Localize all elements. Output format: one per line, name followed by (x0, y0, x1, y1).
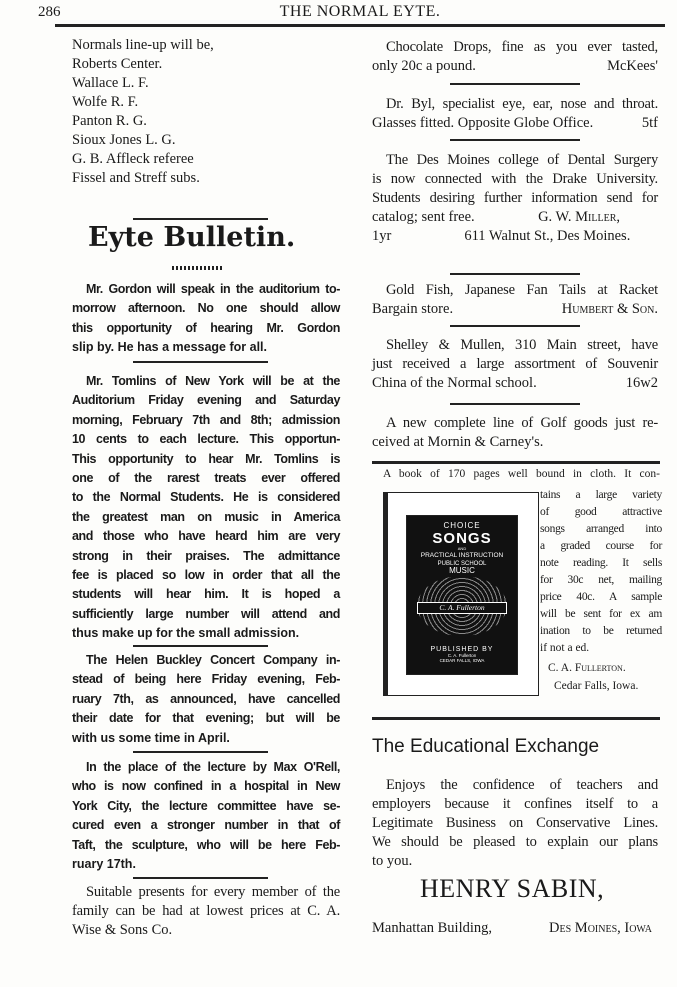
text-line: Enjoys the confidence of teachers and (386, 777, 658, 793)
text-line: note reading. It sells (540, 557, 662, 569)
divider (372, 717, 660, 720)
sabin-address (372, 920, 652, 937)
cover-text: MUSIC (449, 566, 475, 576)
text-line: G. B. Affleck referee (72, 151, 194, 167)
text-line: with us some time in April. (72, 730, 230, 745)
text-line: ceived at Mornin & Carney's. (372, 434, 544, 450)
text-line: ination to be returned (540, 625, 662, 637)
dental-college-ad (372, 151, 658, 246)
text-line: Suitable presents for every member of the (86, 884, 340, 900)
text-line: Legitimate Business on Conservative Lines. (372, 815, 658, 831)
text-line: if not a ed. (540, 642, 590, 654)
text-line (372, 300, 658, 319)
text-line: Normals line-up will be, (72, 37, 214, 53)
text-line: Chocolate Drops, fine as you ever tasted, (386, 39, 658, 55)
text-line (372, 57, 658, 76)
text-line: The Helen Buckley Concert Company in- (86, 653, 340, 667)
text-line: family can be had at lowest prices at C. A. (72, 903, 340, 919)
text-line: their date for that evening; but will be (72, 711, 340, 726)
bulletin-heading: Eyte Bulletin. (88, 222, 296, 253)
text-line: students will hear him. It is hoped a (72, 587, 340, 602)
address-city: Des Moines, Iowa (549, 920, 652, 936)
educational-exchange-heading: The Educational Exchange (372, 736, 600, 757)
dental-text (372, 151, 658, 208)
cover-text: PUBLISHED BY (430, 646, 494, 654)
text-line: catalog; sent free. (372, 209, 475, 225)
text-line: will be sent for ex am (540, 608, 662, 620)
text-line: the greatest man on music in America (72, 509, 340, 524)
ad-signature (548, 662, 626, 674)
text-line: Fissel and Streff subs. (72, 170, 200, 186)
address-building: Manhattan Building, (372, 920, 493, 936)
text-line: stead of being here Friday evening, Feb- (72, 672, 340, 687)
divider (133, 218, 268, 220)
text-line: price 40c. A sample (540, 591, 662, 603)
text-line (372, 208, 658, 227)
text-line: Students desiring further information send for (372, 190, 658, 206)
text-line: 611 Walnut St., Des Moines. (464, 228, 631, 244)
text-line: ruary 7th, as announced, have cancelled (72, 691, 340, 706)
divider (133, 751, 268, 753)
cover-text: PRACTICAL INSTRUCTION (420, 551, 504, 559)
presents-ad (72, 883, 340, 940)
cover-text: PUBLIC SCHOOL (437, 560, 487, 567)
cover-text: AND (457, 546, 467, 552)
text-line: Panton R. G. (72, 113, 147, 129)
ornament-divider (172, 266, 222, 270)
text-line: We should be pleased to explain our plans (372, 834, 658, 850)
text-line: G. W. Miller, (538, 209, 620, 225)
text-line: Auditorium Friday evening and Saturday (72, 393, 340, 408)
text-line: Dr. Byl, specialist eye, ear, nose and throat. (386, 96, 658, 112)
golf-ad (372, 414, 658, 452)
masthead-title: THE NORMAL EYTE. (279, 3, 441, 20)
divider (450, 325, 580, 327)
text-line: Roberts Center. (72, 56, 163, 72)
page-number: 286 (38, 4, 61, 20)
text-line: The Des Moines college of Dental Surgery (386, 152, 658, 168)
text-line: A new complete line of Golf goods just re- (386, 415, 658, 431)
text-line: one of the rarest treats ever offered (72, 471, 340, 486)
text-line: 5tf (641, 115, 658, 131)
text-line: 10 cents to each lecture. This opportun- (72, 432, 340, 447)
text-line: Humbert & Son. (561, 301, 658, 317)
text-line (372, 374, 658, 393)
text-line (372, 227, 658, 246)
buckley-notice (72, 651, 340, 748)
text-line: Wise & Sons Co. (72, 922, 173, 938)
exchange-ad-text (372, 776, 658, 871)
divider (450, 403, 580, 405)
text-line: of good attractive (540, 506, 662, 518)
text-line: to you. (372, 853, 413, 869)
gold-fish-ad (372, 281, 658, 319)
divider (372, 461, 660, 464)
text-line: who is now confined in a hospital in New (72, 779, 340, 794)
text-line: Bargain store. (372, 301, 454, 317)
cover-text: C. A. Fullerton (447, 653, 477, 659)
text-line: Mr. Tomlins of New York will be at the (86, 374, 340, 388)
text-line: only 20c a pound. (372, 58, 476, 74)
book-ad-text (540, 487, 662, 657)
cover-text: SONGS (432, 529, 492, 547)
tomlins-notice (72, 372, 340, 644)
text-line: 1yr (372, 228, 392, 244)
text-line: In the place of the lecture by Max O'Rell, (86, 760, 340, 774)
text-line: this opportunity of hearing Mr. Gordon (72, 320, 340, 335)
text-line: Wolfe R. F. (72, 94, 139, 110)
text-line: songs arranged into (540, 523, 662, 535)
text-line: for 30c net, mailing (540, 574, 662, 586)
chocolate-ad (372, 38, 658, 76)
cover-text: C. A. Fullerton (417, 602, 507, 614)
divider (133, 361, 268, 363)
divider (450, 83, 580, 85)
lineup-list (72, 36, 272, 188)
text-line: China of the Normal school. (372, 375, 537, 391)
text-line: and those who have heard him are very (72, 529, 340, 544)
header-rule (55, 24, 665, 27)
text-line: fee is placed so low in order that all the (72, 568, 340, 583)
signature-name: C. A. Fullerton. (548, 662, 626, 674)
text-line: This opportunity to hear Mr. Tomlins is (72, 451, 340, 466)
text-line: thus make up for the small admission. (72, 626, 300, 641)
text-line: ruary 17th. (72, 857, 136, 872)
orell-notice (72, 758, 340, 874)
divider (450, 273, 580, 275)
ad-place: Cedar Falls, Iowa. (554, 680, 639, 692)
text-line: Glasses fitted. Opposite Globe Office. (372, 115, 594, 131)
divider (133, 645, 268, 647)
text-line: to the Normal Students. He is considered (72, 490, 340, 505)
divider (450, 139, 580, 141)
divider (133, 877, 268, 879)
text-line: sufficiently large number will attend and (72, 606, 340, 621)
text-line: strong in their praises. The admittance (72, 548, 340, 563)
text-line: morning, February 7th and 8th; admission (72, 412, 340, 427)
text-line: cured even a stronger number in that of (72, 818, 340, 833)
book-cover-panel (406, 515, 518, 675)
text-line: Taft, the sculpture, who will be here Feb- (72, 837, 340, 852)
gordon-notice (72, 280, 340, 358)
cover-text: CEDAR FALLS, IOWA (439, 658, 485, 664)
text-line: employers because it confines itself to a (372, 796, 658, 812)
text-line: morrow afternoon. No one should allow (72, 301, 340, 316)
text-line: 16w2 (625, 375, 658, 391)
book-ad-caption: A book of 170 pages well bound in cloth. It con- (383, 468, 660, 480)
text-line: slip by. He has a message for all. (72, 340, 267, 355)
cover-text: CHOICE (443, 521, 481, 530)
shelley-mullen-ad (372, 336, 658, 393)
text-line: Sioux Jones L. G. (72, 132, 176, 148)
text-line: York City, the lecture committee have se- (72, 798, 340, 813)
text-line: McKees' (607, 58, 658, 74)
henry-sabin-name: HENRY SABIN, (420, 874, 605, 903)
text-line: Shelley & Mullen, 310 Main street, have (386, 337, 658, 353)
text-line: a graded course for (540, 540, 662, 552)
book-cover-image (383, 492, 539, 696)
text-line: Wallace L. F. (72, 75, 149, 91)
dr-byl-ad (372, 95, 658, 133)
text-line (372, 114, 658, 133)
text-line: is now connected with the Drake University. (372, 171, 658, 187)
text-line: just received a large assortment of Souvenir (372, 356, 658, 372)
text-line: Mr. Gordon will speak in the auditorium to- (86, 282, 340, 296)
text-line: Gold Fish, Japanese Fan Tails at Racket (386, 282, 658, 298)
text-line: tains a large variety (540, 489, 662, 501)
